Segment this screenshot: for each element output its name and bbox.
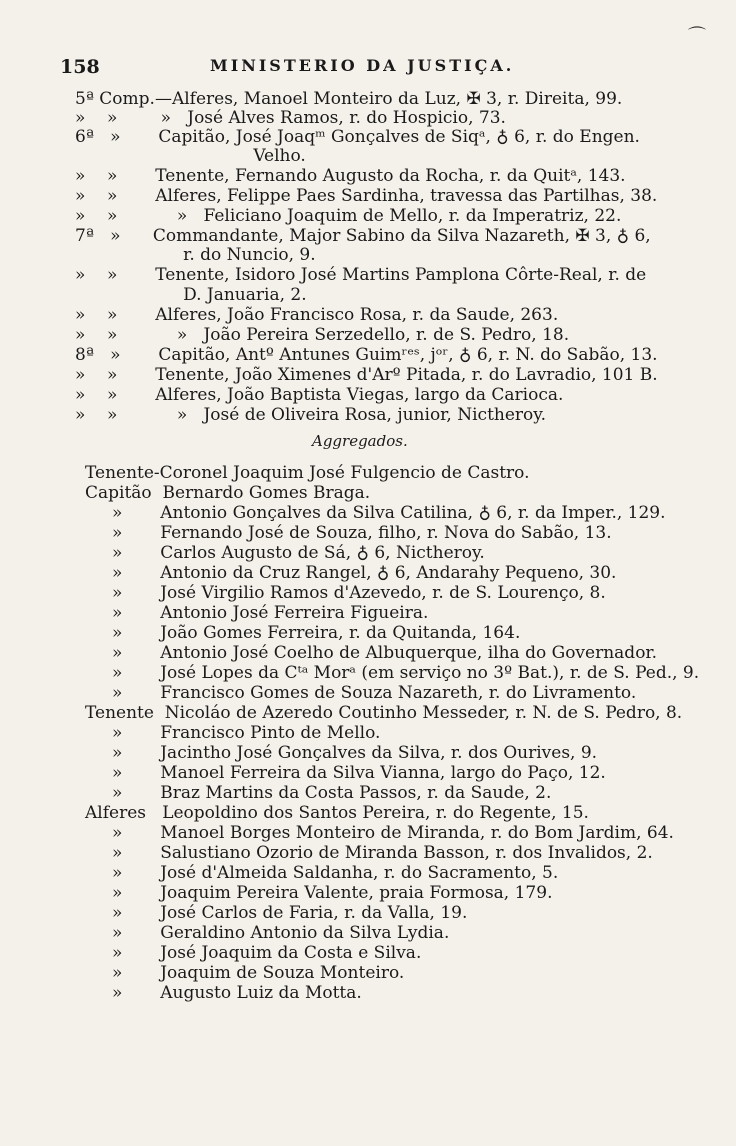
text-line: » Francisco Pinto de Mello. (85, 723, 381, 743)
text-line: » José Virgilio Ramos d'Azevedo, r. de S. Lourenço, 8. (85, 583, 606, 603)
text-line: Capitão Bernardo Gomes Braga. (85, 483, 371, 503)
text-line: » » » Feliciano Joaquim de Mello, r. da Imperatriz, 22. (75, 206, 622, 226)
text-line: » Carlos Augusto de Sá, ♁ 6, Nictheroy. (85, 543, 485, 563)
text-line: Alferes Leopoldino dos Santos Pereira, r. do Regente, 15. (85, 803, 589, 823)
text-line: » Antonio José Coelho de Albuquerque, ilha do Governador. (85, 643, 658, 663)
text-line: » Joaquim Pereira Valente, praia Formosa, 179. (85, 883, 553, 903)
text-line: » » » José Alves Ramos, r. do Hospicio, 73. (75, 108, 506, 128)
text-line: Tenente-Coronel Joaquim José Fulgencio de Castro. (85, 463, 530, 483)
text-line: » Antonio da Cruz Rangel, ♁ 6, Andarahy Pequeno, 30. (85, 563, 617, 583)
text-line: » » » José de Oliveira Rosa, junior, Nictheroy. (75, 405, 547, 425)
text-line: » José d'Almeida Saldanha, r. do Sacramento, 5. (85, 863, 559, 883)
text-line: r. do Nuncio, 9. (75, 245, 316, 265)
text-line: 8ª » Capitão, Antº Antunes Guimʳᵉˢ, jᵒʳ, ♁ 6, r. N. do Sabão, 13. (75, 345, 658, 365)
text-line: » Antonio José Ferreira Figueira. (85, 603, 429, 623)
text-line: Tenente Nicoláo de Azeredo Coutinho Messeder, r. N. de S. Pedro, 8. (85, 703, 683, 723)
text-line: » » Tenente, Fernando Augusto da Rocha, r. da Quitᵃ, 143. (75, 166, 626, 186)
text-line: » » Tenente, Isidoro José Martins Pamplona Côrte-Real, r. de (75, 265, 647, 285)
text-line: » Antonio Gonçalves da Silva Catilina, ♁ 6, r. da Imper., 129. (85, 503, 666, 523)
text-line: » João Gomes Ferreira, r. da Quitanda, 164. (85, 623, 521, 643)
text-line: » » Alferes, João Francisco Rosa, r. da Saude, 263. (75, 305, 559, 325)
running-title: MINISTERIO DA JUSTIÇA. (210, 56, 515, 75)
pen-stroke-mark: ⌒ (688, 26, 706, 47)
text-line: » Fernando José de Souza, filho, r. Nova do Sabão, 13. (85, 523, 612, 543)
text-line: 5ª Comp.—Alferes, Manoel Monteiro da Luz, ✠ 3, r. Direita, 99. (75, 89, 623, 109)
text-line: D. Januaria, 2. (75, 285, 307, 305)
text-line: » José Joaquim da Costa e Silva. (85, 943, 422, 963)
text-line: » Manoel Borges Monteiro de Miranda, r. do Bom Jardim, 64. (85, 823, 674, 843)
text-line: » Braz Martins da Costa Passos, r. da Saude, 2. (85, 783, 552, 803)
text-line: » Joaquim de Souza Monteiro. (85, 963, 405, 983)
page-header (60, 56, 680, 82)
text-line: » Manoel Ferreira da Silva Vianna, largo do Paço, 12. (85, 763, 606, 783)
text-line: » » » João Pereira Serzedello, r. de S. Pedro, 18. (75, 325, 570, 345)
text-line: Velho. (75, 146, 306, 166)
text-line: 7ª » Commandante, Major Sabino da Silva Nazareth, ✠ 3, ♁ 6, (75, 226, 651, 246)
text-line: » Jacintho José Gonçalves da Silva, r. dos Ourives, 9. (85, 743, 598, 763)
text-line: » » Alferes, Felippe Paes Sardinha, travessa das Partilhas, 38. (75, 186, 658, 206)
text-line: » » Alferes, João Baptista Viegas, largo da Carioca. (75, 385, 564, 405)
text-line: » » Tenente, João Ximenes d'Arº Pitada, r. do Lavradio, 101 B. (75, 365, 658, 385)
page-number: 158 (60, 56, 100, 78)
text-line: » José Lopes da Cᵗᵃ Morᵃ (em serviço no 3º Bat.), r. de S. Ped., 9. (85, 663, 700, 683)
text-line: » Salustiano Ozorio de Miranda Basson, r. dos Invalidos, 2. (85, 843, 653, 863)
section-heading: Aggregados. (312, 432, 408, 450)
text-line: 6ª » Capitão, José Joaqᵐ Gonçalves de Siqᵃ, ♁ 6, r. do Engen. (75, 127, 640, 147)
text-line: » José Carlos de Faria, r. da Valla, 19. (85, 903, 468, 923)
text-line: » Geraldino Antonio da Silva Lydia. (85, 923, 450, 943)
text-line: » Francisco Gomes de Souza Nazareth, r. do Livramento. (85, 683, 637, 703)
text-line: » Augusto Luiz da Motta. (85, 983, 362, 1003)
